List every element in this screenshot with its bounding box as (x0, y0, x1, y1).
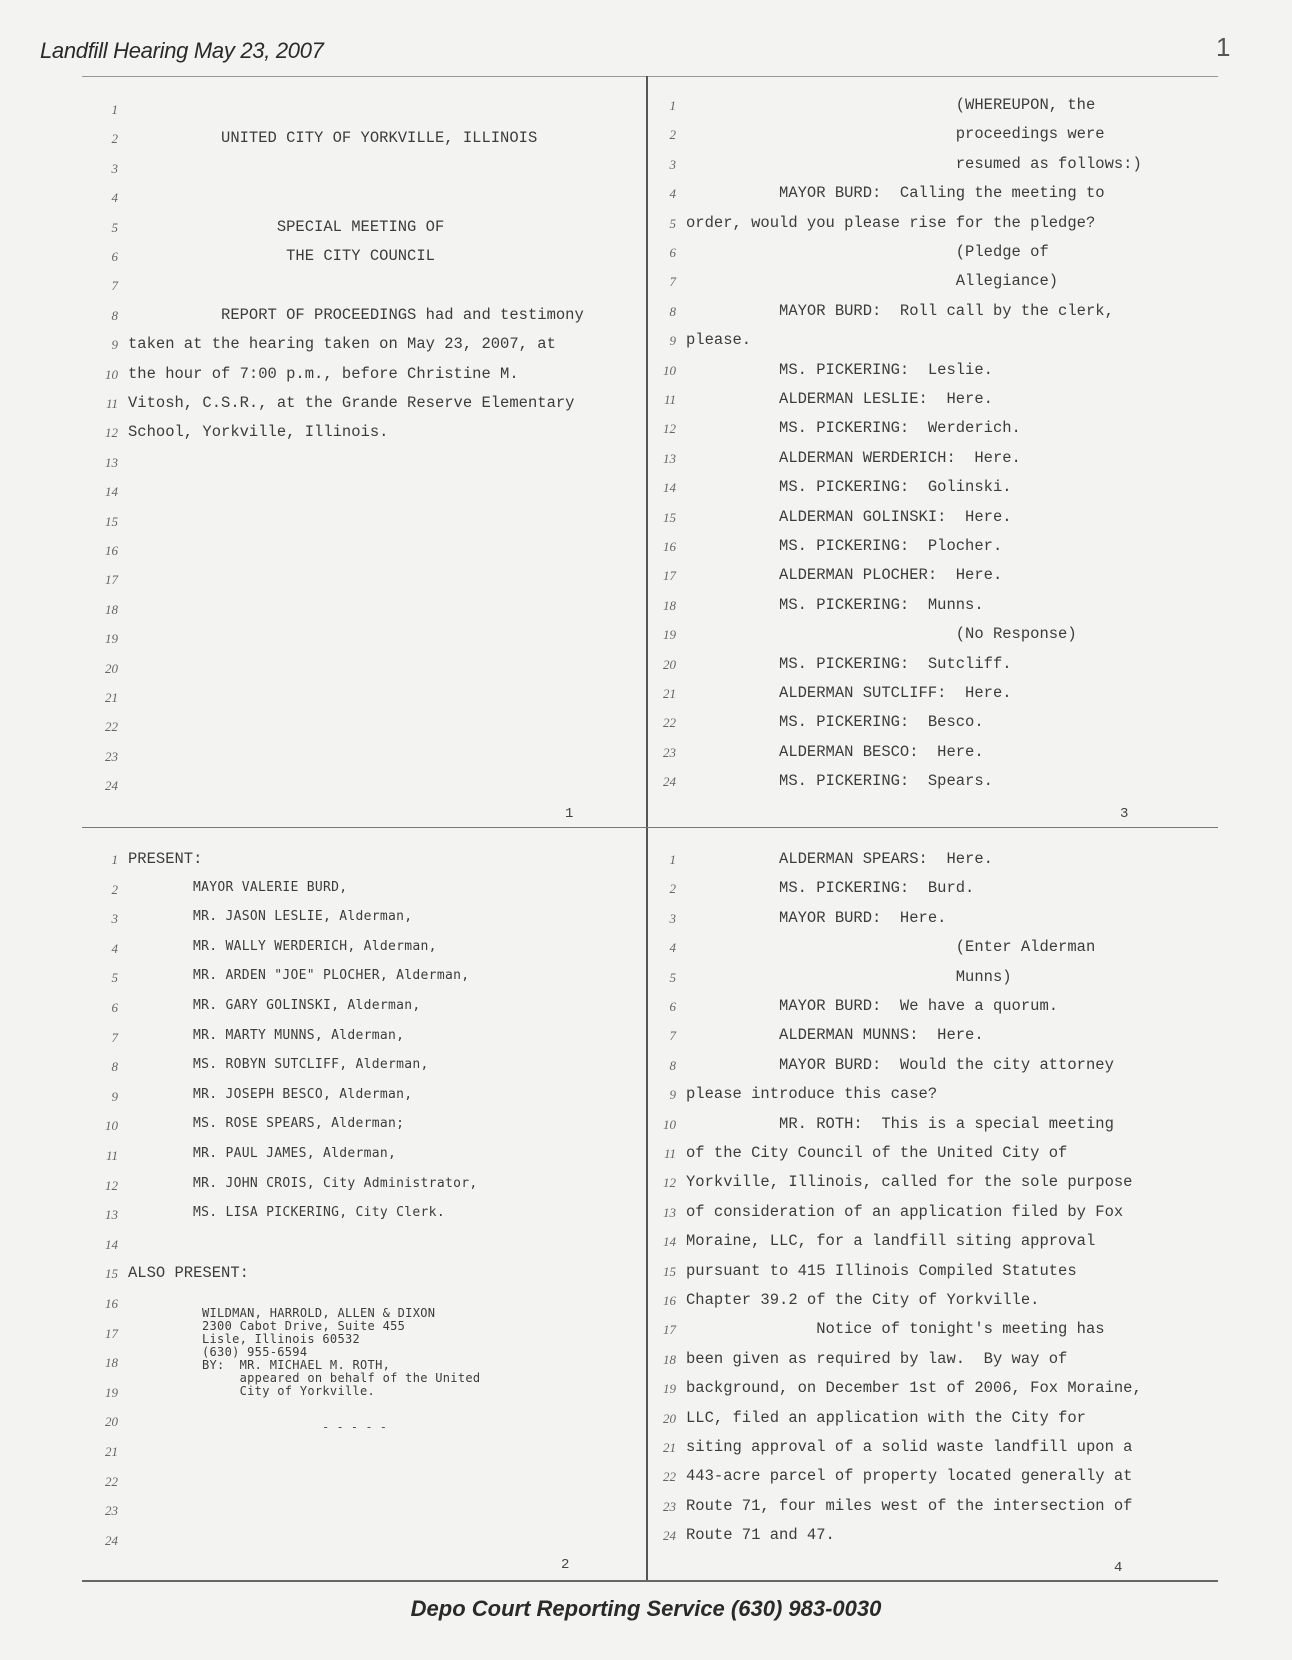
line-number: 7 (669, 274, 676, 289)
line-number: 1 (669, 98, 676, 113)
transcript-line: MR. ROTH: This is a special meeting (686, 1115, 1114, 1133)
line-number: 18 (105, 1355, 118, 1370)
transcript-line: School, Yorkville, Illinois. (128, 423, 389, 441)
line-number: 16 (105, 1296, 118, 1311)
transcript-line: order, would you please rise for the pledge? (686, 214, 1096, 232)
line-number: 21 (663, 686, 676, 701)
line-number: 5 (111, 220, 118, 235)
line-number: 17 (105, 1326, 118, 1341)
transcript-line: MAYOR BURD: Roll call by the clerk, (686, 302, 1114, 320)
transcript-line: resumed as follows:) (686, 155, 1142, 173)
line-number: 17 (105, 572, 118, 587)
transcript-line: MS. ROSE SPEARS, Alderman; (128, 1116, 405, 1131)
transcript-line: ALDERMAN GOLINSKI: Here. (686, 508, 1012, 526)
quadrant-page-number: 1 (565, 806, 574, 822)
line-number: 6 (669, 999, 676, 1014)
transcript-line: Route 71, four miles west of the intersection of (686, 1497, 1133, 1515)
line-number: 12 (105, 1178, 118, 1193)
separator: - - - - - (322, 1420, 388, 1434)
line-number: 24 (105, 1533, 118, 1548)
transcript-line: MS. PICKERING: Werderich. (686, 419, 1021, 437)
transcript-line: taken at the hearing taken on May 23, 2007, at (128, 335, 556, 353)
transcript-line: ALDERMAN BESCO: Here. (686, 743, 984, 761)
line-number: 23 (663, 1499, 676, 1514)
transcript-line: PRESENT: (128, 850, 203, 868)
line-number: 16 (663, 539, 676, 554)
line-number: 14 (663, 1234, 676, 1249)
transcript-line: MR. JOHN CROIS, City Administrator, (128, 1176, 478, 1191)
transcript-line: (No Response) (686, 625, 1077, 643)
transcript-line: Vitosh, C.S.R., at the Grande Reserve Elementary (128, 394, 575, 412)
line-number: 4 (111, 190, 118, 205)
line-number: 19 (663, 627, 676, 642)
transcript-line: MAYOR BURD: Would the city attorney (686, 1056, 1114, 1074)
transcript-line: SPECIAL MEETING OF (128, 218, 445, 236)
line-number: 23 (663, 745, 676, 760)
quadrant-page-number: 3 (1120, 806, 1129, 822)
line-number: 8 (111, 308, 118, 323)
line-number: 22 (663, 1469, 676, 1484)
transcript-line: Allegiance) (686, 272, 1059, 290)
transcript-line: MAYOR BURD: Here. (686, 909, 947, 927)
line-number: 3 (111, 161, 118, 176)
transcript-line: THE CITY COUNCIL (128, 247, 435, 265)
line-number: 12 (663, 421, 676, 436)
line-number: 22 (663, 715, 676, 730)
transcript-line: MR. GARY GOLINSKI, Alderman, (128, 998, 421, 1013)
line-number: 9 (669, 333, 676, 348)
appearance-line: WILDMAN, HARROLD, ALLEN & DIXON (202, 1306, 436, 1320)
line-number: 8 (669, 1058, 676, 1073)
line-number: 2 (111, 882, 118, 897)
transcript-line: (Pledge of (686, 243, 1049, 261)
line-number: 4 (669, 940, 676, 955)
transcript-line: MAYOR BURD: Calling the meeting to (686, 184, 1105, 202)
appearance-line: (630) 955-6594 (202, 1345, 308, 1359)
line-number: 1 (111, 102, 118, 117)
line-number: 18 (663, 1352, 676, 1367)
transcript-line: MS. PICKERING: Munns. (686, 596, 984, 614)
line-number: 15 (105, 1266, 118, 1281)
line-number: 3 (111, 911, 118, 926)
line-number: 8 (669, 304, 676, 319)
transcript-line: UNITED CITY OF YORKVILLE, ILLINOIS (128, 129, 538, 147)
transcript-line: MS. PICKERING: Golinski. (686, 478, 1012, 496)
line-number: 21 (663, 1440, 676, 1455)
appearance-line: appeared on behalf of the United (202, 1371, 481, 1385)
line-number: 15 (663, 510, 676, 525)
line-number: 9 (111, 337, 118, 352)
line-number: 6 (111, 249, 118, 264)
footer-text: Depo Court Reporting Service (630) 983-0030 (410, 1596, 882, 1621)
line-number: 24 (663, 1528, 676, 1543)
line-number: 21 (105, 690, 118, 705)
line-number: 12 (663, 1175, 676, 1190)
line-number: 4 (669, 186, 676, 201)
appearance-line: Lisle, Illinois 60532 (202, 1332, 361, 1346)
transcript-line: (WHEREUPON, the (686, 96, 1096, 114)
quadrant-page-number: 4 (1114, 1560, 1123, 1576)
line-number: 11 (105, 396, 118, 411)
line-number: 2 (111, 131, 118, 146)
line-number: 17 (663, 1322, 676, 1337)
line-number: 22 (105, 719, 118, 734)
line-number: 16 (663, 1293, 676, 1308)
line-number: 24 (663, 774, 676, 789)
line-number: 13 (105, 455, 118, 470)
transcript-page-1 (96, 100, 636, 820)
appearance-line: City of Yorkville. (202, 1384, 376, 1398)
transcript-line: MS. LISA PICKERING, City Clerk. (128, 1205, 445, 1220)
line-number: 18 (663, 598, 676, 613)
line-number: 9 (669, 1087, 676, 1102)
line-number: 18 (105, 602, 118, 617)
line-number: 22 (105, 1474, 118, 1489)
transcript-line: MS. PICKERING: Leslie. (686, 361, 993, 379)
line-number: 11 (663, 1146, 676, 1161)
transcript-page-2 (96, 850, 636, 1570)
line-number: 1 (111, 852, 118, 867)
center-divider (646, 76, 648, 1580)
transcript-line: REPORT OF PROCEEDINGS had and testimony (128, 306, 584, 324)
line-number: 9 (111, 1089, 118, 1104)
line-number: 6 (669, 245, 676, 260)
transcript-line: proceedings were (686, 125, 1105, 143)
line-number: 11 (105, 1148, 118, 1163)
line-number: 13 (105, 1207, 118, 1222)
transcript-line: pursuant to 415 Illinois Compiled Statutes (686, 1262, 1077, 1280)
bottom-rule (82, 1580, 1218, 1582)
line-number: 21 (105, 1444, 118, 1459)
line-number: 2 (669, 127, 676, 142)
line-number: 3 (669, 157, 676, 172)
transcript-line: ALDERMAN PLOCHER: Here. (686, 566, 1003, 584)
line-number: 13 (663, 451, 676, 466)
transcript-line: MR. MARTY MUNNS, Alderman, (128, 1028, 405, 1043)
line-number: 12 (105, 425, 118, 440)
quadrant-page-number: 2 (561, 1557, 570, 1573)
transcript-line: of consideration of an application filed by Fox (686, 1203, 1124, 1221)
line-number: 14 (105, 1237, 118, 1252)
line-number: 15 (105, 514, 118, 529)
transcript-line: MS. ROBYN SUTCLIFF, Alderman, (128, 1057, 429, 1072)
transcript-line: siting approval of a solid waste landfill upon a (686, 1438, 1133, 1456)
transcript-page-3 (654, 96, 1214, 816)
transcript-line: Munns) (686, 968, 1012, 986)
transcript-line: ALDERMAN SPEARS: Here. (686, 850, 993, 868)
line-number: 20 (663, 1411, 676, 1426)
top-rule (82, 76, 1218, 77)
document-title: Landfill Hearing May 23, 2007 (40, 38, 324, 63)
line-number: 3 (669, 911, 676, 926)
transcript-line: ALSO PRESENT: (128, 1264, 249, 1282)
line-number: 7 (111, 278, 118, 293)
transcript-line: MS. PICKERING: Plocher. (686, 537, 1003, 555)
line-number: 10 (663, 1117, 676, 1132)
transcript-line: MS. PICKERING: Besco. (686, 713, 984, 731)
transcript-line: please introduce this case? (686, 1085, 938, 1103)
line-number: 14 (663, 480, 676, 495)
line-number: 2 (669, 881, 676, 896)
transcript-line: (Enter Alderman (686, 938, 1096, 956)
line-number: 10 (663, 363, 676, 378)
transcript-line: MAYOR VALERIE BURD, (128, 880, 348, 895)
transcript-line: Yorkville, Illinois, called for the sole purpose (686, 1173, 1133, 1191)
transcript-line: LLC, filed an application with the City for (686, 1409, 1086, 1427)
transcript-line: MR. JASON LESLIE, Alderman, (128, 909, 413, 924)
line-number: 19 (105, 1385, 118, 1400)
transcript-page-4 (654, 850, 1214, 1570)
transcript-line: MAYOR BURD: We have a quorum. (686, 997, 1059, 1015)
line-number: 14 (105, 484, 118, 499)
transcript-line: ALDERMAN WERDERICH: Here. (686, 449, 1021, 467)
line-number: 10 (105, 1118, 118, 1133)
line-number: 10 (105, 367, 118, 382)
transcript-line: MS. PICKERING: Burd. (686, 879, 975, 897)
line-number: 6 (111, 1000, 118, 1015)
line-number: 4 (111, 941, 118, 956)
transcript-line: background, on December 1st of 2006, Fox Moraine, (686, 1379, 1142, 1397)
transcript-line: the hour of 7:00 p.m., before Christine M. (128, 365, 519, 383)
line-number: 16 (105, 543, 118, 558)
line-number: 23 (105, 749, 118, 764)
appearance-line: BY: MR. MICHAEL M. ROTH, (202, 1358, 391, 1372)
transcript-line: Route 71 and 47. (686, 1526, 835, 1544)
transcript-line: MR. ARDEN "JOE" PLOCHER, Alderman, (128, 968, 470, 983)
line-number: 5 (111, 970, 118, 985)
transcript-line: ALDERMAN MUNNS: Here. (686, 1026, 984, 1044)
transcript-line: MR. WALLY WERDERICH, Alderman, (128, 939, 437, 954)
transcript-line: Chapter 39.2 of the City of Yorkville. (686, 1291, 1040, 1309)
transcript-line: of the City Council of the United City of (686, 1144, 1068, 1162)
transcript-line: been given as required by law. By way of (686, 1350, 1068, 1368)
transcript-line: MR. JOSEPH BESCO, Alderman, (128, 1087, 413, 1102)
line-number: 17 (663, 568, 676, 583)
line-number: 23 (105, 1503, 118, 1518)
line-number: 1 (669, 852, 676, 867)
line-number: 7 (669, 1028, 676, 1043)
line-number: 11 (663, 392, 676, 407)
transcript-line: Notice of tonight's meeting has (686, 1320, 1105, 1338)
line-number: 20 (663, 657, 676, 672)
transcript-line: MS. PICKERING: Sutcliff. (686, 655, 1012, 673)
transcript-line: MS. PICKERING: Spears. (686, 772, 993, 790)
line-number: 20 (105, 661, 118, 676)
transcript-line: MR. PAUL JAMES, Alderman, (128, 1146, 397, 1161)
appearance-line: 2300 Cabot Drive, Suite 455 (202, 1319, 406, 1333)
line-number: 20 (105, 1414, 118, 1429)
transcript-line: ALDERMAN LESLIE: Here. (686, 390, 993, 408)
line-number: 7 (111, 1030, 118, 1045)
transcript-line: please. (686, 331, 752, 349)
line-number: 5 (669, 970, 676, 985)
line-number: 19 (663, 1381, 676, 1396)
transcript-line: 443-acre parcel of property located generally at (686, 1467, 1133, 1485)
line-number: 5 (669, 216, 676, 231)
transcript-line: ALDERMAN SUTCLIFF: Here. (686, 684, 1012, 702)
line-number: 8 (111, 1059, 118, 1074)
middle-rule (82, 827, 1218, 828)
line-number: 15 (663, 1264, 676, 1279)
page-number: 1 (1216, 32, 1231, 62)
line-number: 24 (105, 778, 118, 793)
transcript-line: Moraine, LLC, for a landfill siting approval (686, 1232, 1096, 1250)
line-number: 19 (105, 631, 118, 646)
line-number: 13 (663, 1205, 676, 1220)
